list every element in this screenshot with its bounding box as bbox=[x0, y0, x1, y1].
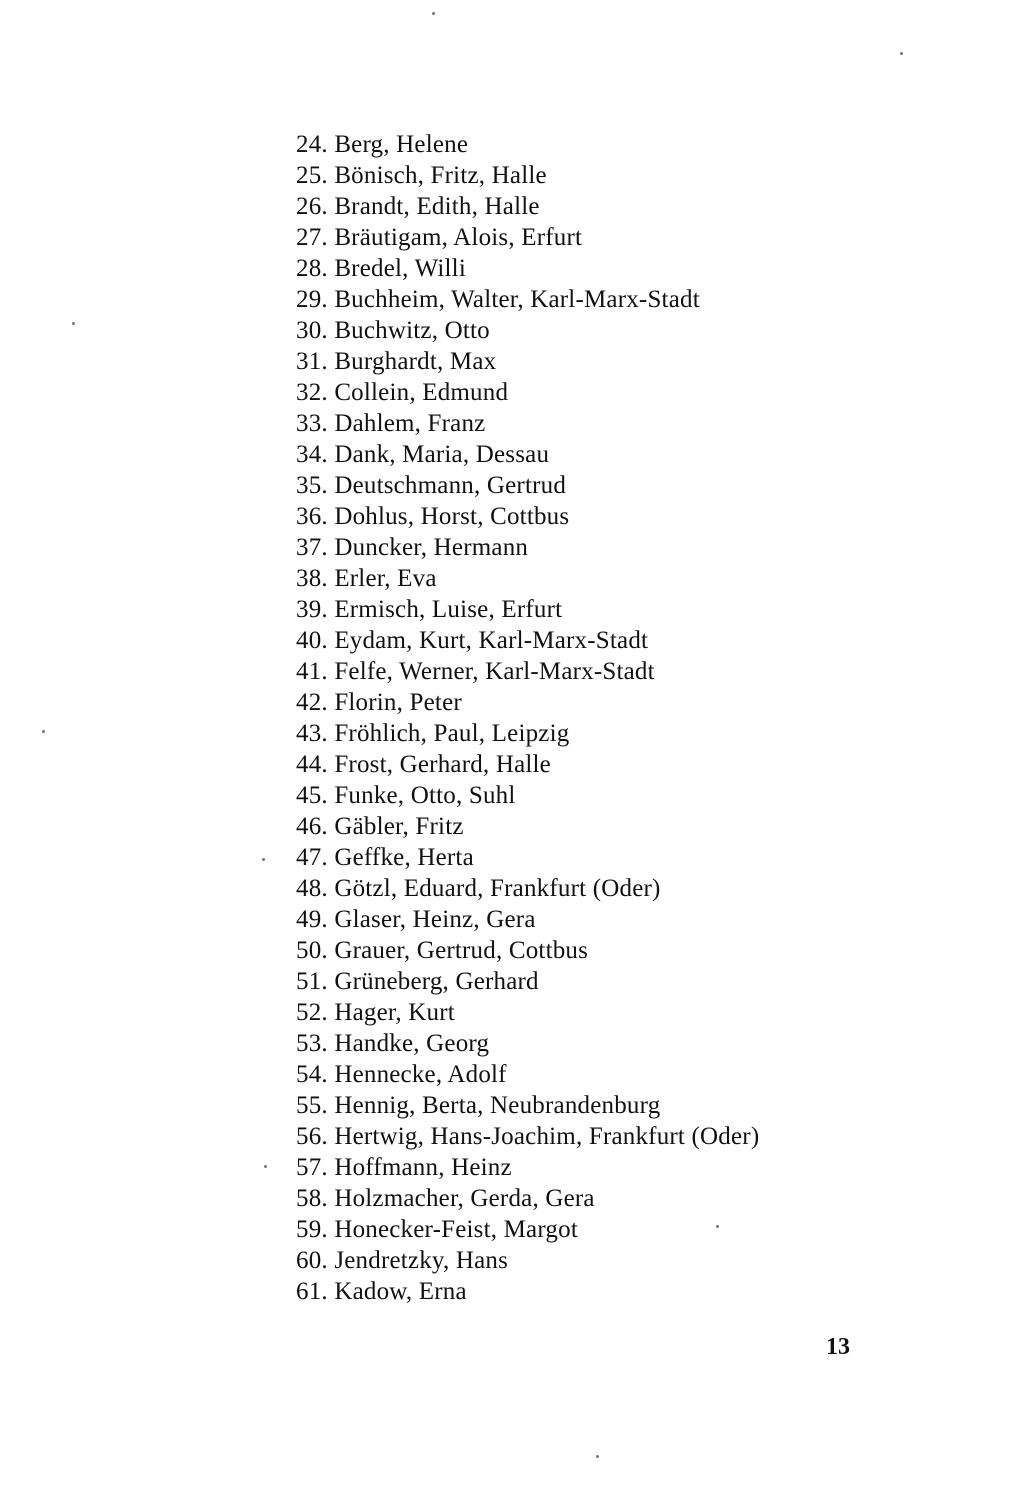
entry-name: Hertwig, Hans-Joachim, Frankfurt (Oder) bbox=[334, 1123, 760, 1150]
entry-name: Bredel, Willi bbox=[334, 255, 466, 282]
list-item bbox=[296, 222, 759, 253]
entry-name: Ermisch, Luise, Erfurt bbox=[334, 596, 563, 623]
entry-name: Frost, Gerhard, Halle bbox=[334, 751, 551, 778]
entry-name: Glaser, Heinz, Gera bbox=[334, 906, 536, 933]
entry-name: Buchwitz, Otto bbox=[334, 317, 490, 344]
entry-name: Dahlem, Franz bbox=[334, 410, 486, 437]
entry-number: 28. bbox=[296, 255, 328, 282]
list-item bbox=[296, 966, 759, 997]
entry-number: 38. bbox=[296, 565, 328, 592]
entry-name: Deutschmann, Gertrud bbox=[334, 472, 567, 499]
entry-name: Funke, Otto, Suhl bbox=[334, 782, 516, 809]
print-speck bbox=[596, 1455, 599, 1458]
list-item bbox=[296, 470, 759, 501]
entry-name: Felfe, Werner, Karl-Marx-Stadt bbox=[334, 658, 655, 685]
print-speck bbox=[264, 1165, 267, 1168]
entry-name: Brandt, Edith, Halle bbox=[334, 193, 540, 220]
entry-name: Berg, Helene bbox=[334, 131, 469, 158]
entry-number: 46. bbox=[296, 813, 328, 840]
list-item bbox=[296, 1214, 759, 1245]
entry-number: 35. bbox=[296, 472, 328, 499]
entry-name: Dank, Maria, Dessau bbox=[334, 441, 550, 468]
entry-name: Kadow, Erna bbox=[334, 1278, 467, 1305]
entry-name: Bräutigam, Alois, Erfurt bbox=[334, 224, 583, 251]
entry-number: 58. bbox=[296, 1185, 328, 1212]
entry-number: 57. bbox=[296, 1154, 328, 1181]
list-item bbox=[296, 687, 759, 718]
list-item bbox=[296, 873, 759, 904]
entry-number: 60. bbox=[296, 1247, 328, 1274]
list-item bbox=[296, 1245, 759, 1276]
entry-number: 44. bbox=[296, 751, 328, 778]
entry-number: 51. bbox=[296, 968, 328, 995]
entry-number: 24. bbox=[296, 131, 328, 158]
entry-name: Florin, Peter bbox=[334, 689, 462, 716]
list-item bbox=[296, 377, 759, 408]
entry-number: 55. bbox=[296, 1092, 328, 1119]
print-speck bbox=[72, 322, 75, 325]
entry-number: 37. bbox=[296, 534, 328, 561]
entry-number: 48. bbox=[296, 875, 328, 902]
entry-name: Gäbler, Fritz bbox=[334, 813, 464, 840]
entry-number: 34. bbox=[296, 441, 328, 468]
list-item bbox=[296, 780, 759, 811]
print-speck bbox=[716, 1225, 719, 1228]
entry-name: Erler, Eva bbox=[334, 565, 437, 592]
entry-name: Holzmacher, Gerda, Gera bbox=[334, 1185, 595, 1212]
list-item bbox=[296, 408, 759, 439]
entry-number: 50. bbox=[296, 937, 328, 964]
list-item bbox=[296, 1152, 759, 1183]
page-number: 13 bbox=[826, 1334, 850, 1360]
entry-name: Buchheim, Walter, Karl-Marx-Stadt bbox=[334, 286, 700, 313]
entry-number: 39. bbox=[296, 596, 328, 623]
entry-number: 52. bbox=[296, 999, 328, 1026]
print-speck bbox=[262, 858, 265, 861]
entry-name: Duncker, Hermann bbox=[334, 534, 529, 561]
entry-number: 42. bbox=[296, 689, 328, 716]
list-item bbox=[296, 594, 759, 625]
entry-number: 54. bbox=[296, 1061, 328, 1088]
entry-name: Dohlus, Horst, Cottbus bbox=[334, 503, 570, 530]
entry-name: Bönisch, Fritz, Halle bbox=[334, 162, 547, 189]
list-item bbox=[296, 997, 759, 1028]
list-item bbox=[296, 718, 759, 749]
entry-name: Eydam, Kurt, Karl-Marx-Stadt bbox=[334, 627, 649, 654]
entry-name: Collein, Edmund bbox=[334, 379, 509, 406]
entry-name: Jendretzky, Hans bbox=[334, 1247, 509, 1274]
list-item bbox=[296, 501, 759, 532]
list-item bbox=[296, 191, 759, 222]
entry-number: 41. bbox=[296, 658, 328, 685]
list-item bbox=[296, 1183, 759, 1214]
list-item bbox=[296, 1276, 759, 1307]
list-item bbox=[296, 656, 759, 687]
entry-name: Honecker-Feist, Margot bbox=[334, 1216, 578, 1243]
entry-number: 49. bbox=[296, 906, 328, 933]
entry-number: 30. bbox=[296, 317, 328, 344]
entry-number: 27. bbox=[296, 224, 328, 251]
list-item bbox=[296, 904, 759, 935]
entry-number: 43. bbox=[296, 720, 328, 747]
entry-number: 31. bbox=[296, 348, 328, 375]
list-item bbox=[296, 1121, 759, 1152]
list-item bbox=[296, 563, 759, 594]
entry-number: 45. bbox=[296, 782, 328, 809]
entry-name: Grauer, Gertrud, Cottbus bbox=[334, 937, 589, 964]
entry-number: 47. bbox=[296, 844, 328, 871]
list-item bbox=[296, 625, 759, 656]
entry-number: 56. bbox=[296, 1123, 328, 1150]
entry-number: 61. bbox=[296, 1278, 328, 1305]
list-item bbox=[296, 842, 759, 873]
entry-name: Hoffmann, Heinz bbox=[334, 1154, 512, 1181]
entry-number: 29. bbox=[296, 286, 328, 313]
name-list bbox=[296, 129, 759, 1307]
list-item bbox=[296, 811, 759, 842]
entry-name: Hager, Kurt bbox=[334, 999, 455, 1026]
list-item bbox=[296, 284, 759, 315]
entry-number: 36. bbox=[296, 503, 328, 530]
entry-name: Handke, Georg bbox=[334, 1030, 490, 1057]
entry-number: 53. bbox=[296, 1030, 328, 1057]
entry-number: 59. bbox=[296, 1216, 328, 1243]
list-item bbox=[296, 935, 759, 966]
list-item bbox=[296, 532, 759, 563]
entry-name: Geffke, Herta bbox=[334, 844, 474, 871]
print-speck bbox=[432, 12, 435, 15]
list-item bbox=[296, 749, 759, 780]
list-item bbox=[296, 315, 759, 346]
list-item bbox=[296, 1090, 759, 1121]
entry-number: 33. bbox=[296, 410, 328, 437]
entry-name: Götzl, Eduard, Frankfurt (Oder) bbox=[334, 875, 661, 902]
list-item bbox=[296, 129, 759, 160]
entry-name: Hennig, Berta, Neubrandenburg bbox=[334, 1092, 661, 1119]
list-item bbox=[296, 439, 759, 470]
list-item bbox=[296, 346, 759, 377]
list-item bbox=[296, 253, 759, 284]
entry-number: 32. bbox=[296, 379, 328, 406]
entry-number: 25. bbox=[296, 162, 328, 189]
entry-number: 40. bbox=[296, 627, 328, 654]
print-speck bbox=[900, 52, 903, 55]
list-item bbox=[296, 1028, 759, 1059]
entry-number: 26. bbox=[296, 193, 328, 220]
list-item bbox=[296, 160, 759, 191]
list-item bbox=[296, 1059, 759, 1090]
entry-name: Hennecke, Adolf bbox=[334, 1061, 507, 1088]
print-speck bbox=[42, 730, 45, 733]
entry-name: Burghardt, Max bbox=[334, 348, 497, 375]
entry-name: Grüneberg, Gerhard bbox=[334, 968, 539, 995]
entry-name: Fröhlich, Paul, Leipzig bbox=[334, 720, 570, 747]
